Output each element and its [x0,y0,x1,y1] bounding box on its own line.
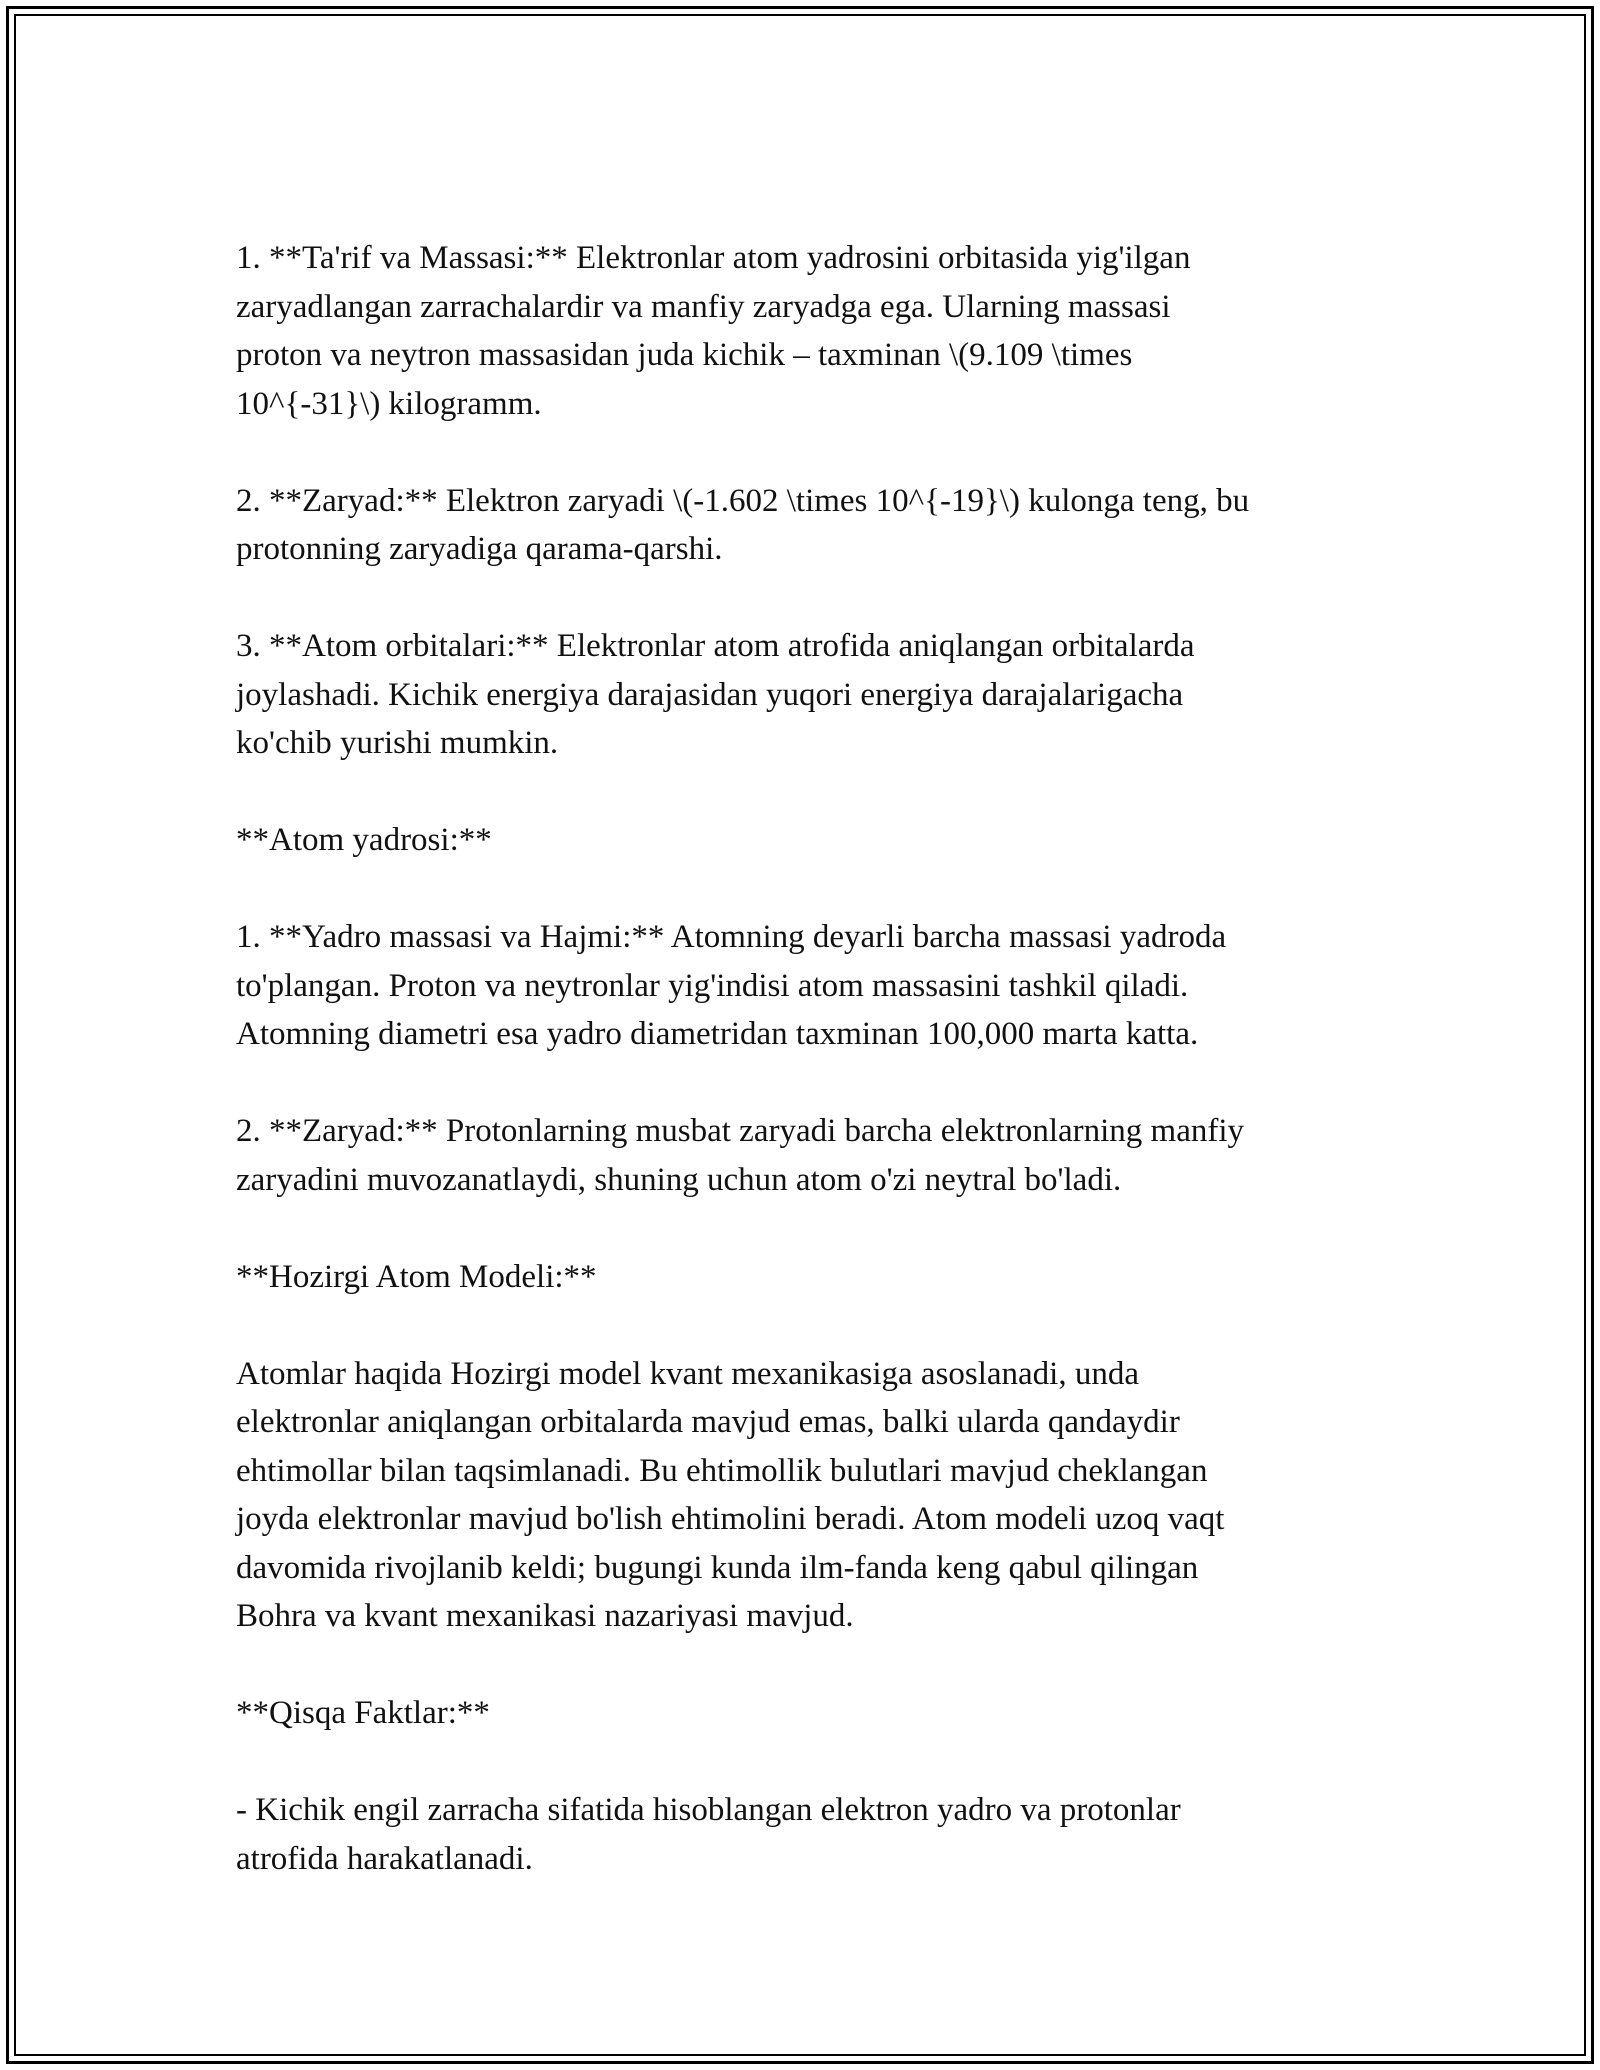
document-body-text: 1. **Ta'rif va Massasi:** Elektronlar atom yadrosini orbitasida yig'ilgan zaryadlangan zarrachalardir va manfiy zaryadga ega. Ularning massasi proton va neytron massasidan juda kichik – taxminan \(9.109 \times 10^{-31}\) kilogramm. 2. **Zaryad:** Elektron zaryadi \(-1.602 \times 10^{-19}\) kulonga teng, bu protonning zaryadiga qarama-qarshi. 3. **Atom orbitalari:** Elektronlar atom atrofida aniqlangan orbitalarda joylashadi. Kichik energiya darajasidan yuqori energiya darajalarigacha ko'chib yurishi mumkin. **Atom yadrosi:** 1. **Yadro massasi va Hajmi:** Atomning deyarli barcha massasi yadroda to'plangan. Proton va neytronlar yig'indisi atom massasini tashkil qiladi. Atomning diametri esa yadro diametridan taxminan 100,000 marta katta. 2. **Zaryad:** Protonlarning musbat zaryadi barcha elektronlarning manfiy zaryadini muvozanatlaydi, shuning uchun atom o'zi neytral bo'ladi. **Hozirgi Atom Modeli:** Atomlar haqida Hozirgi model kvant mexanikasiga asoslanadi, unda elektronlar aniqlangan orbitalarda mavjud emas, balki ularda qandaydir ehtimollar bilan taqsimlanadi. Bu ehtimollik bulutlari mavjud cheklangan joyda elektronlar mavjud bo'lish ehtimolini beradi. Atom modeli uzoq vaqt davomida rivojlanib keldi; bugungi kunda ilm-fanda keng qabul qilingan Bohra va kvant mexanikasi nazariyasi mavjud. **Qisqa Faktlar:** - Kichik engil zarracha sifatida hisoblangan elektron yadro va protonlar atrofida harakatlanadi. [236,240,1250,1877]
